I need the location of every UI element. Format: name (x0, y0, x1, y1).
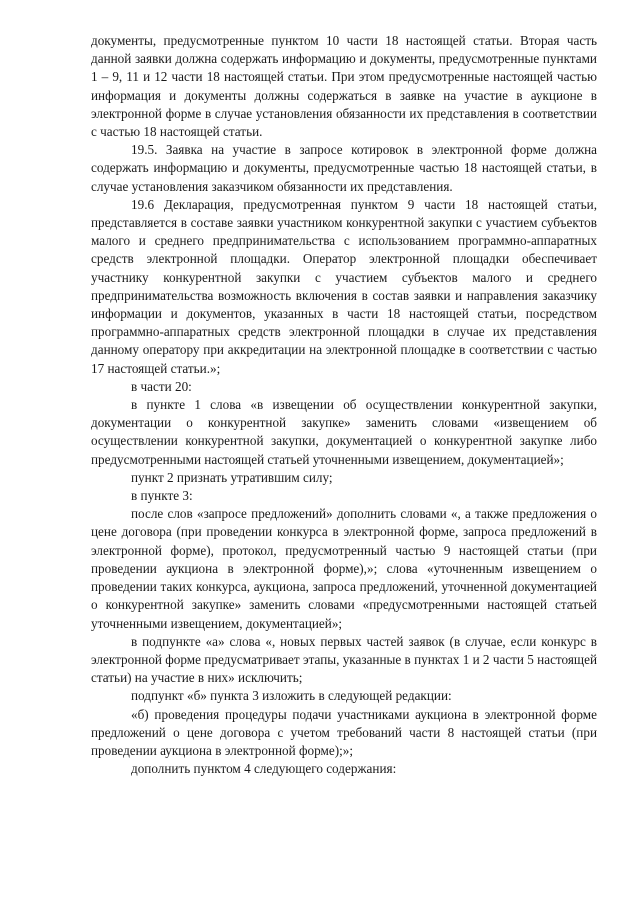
document-body (91, 32, 597, 778)
paragraph-item-2: пункт 2 признать утратившим силу; (131, 469, 333, 485)
paragraph-item-1: в пункте 1 слова «в извещении об осуществлении конкурентной закупки, документации о конкурентной закупке» заменить словами «извещением об осуществлении конкурентной закупки, документацией о конкурентной закупке либо предусмотренными настоящей статьей уточненными извещением, документацией»; (91, 397, 597, 467)
paragraph-subitem-b-intro: подпункт «б» пункта 3 изложить в следующей редакции: (131, 688, 452, 704)
paragraph-19-6: 19.6 Декларация, предусмотренная пунктом 9 части 18 настоящей статьи, представляется в составе заявки участником конкурентной закупки с участием субъектов малого и среднего предпринимательства с использованием программно-аппаратных средств электронной площадки. Оператор электронной площадки обеспечивает участнику конкурентной закупки с участием субъектов малого и среднего предпринимательства возможность включения в состав заявки и направления заказчику информации и документов, указанных в части 18 настоящей статьи, посредством программно-аппаратных средств электронной площадки в случае их представления данному оператору при аккредитации на электронной площадке в соответствии с частью 17 настоящей статьи.»; (91, 196, 597, 376)
paragraph-subitem-b-text: «б) проведения процедуры подачи участниками аукциона в электронной форме предложений о цене договора с учетом требований части 8 настоящей статьи (при проведении аукциона в электронной форме);»; (91, 706, 597, 758)
paragraph-continuation: документы, предусмотренные пунктом 10 части 18 настоящей статьи. Вторая часть данной заявки должна содержать информацию и документы, предусмотренные пунктами 1 – 9, 11 и 12 части 18 настоящей статьи. При этом предусмотренные настоящей частью информация и документы должны содержаться в заявке на участие в аукционе в электронной форме в случае установления обязанности их представления в соответствии с частью 18 настоящей статьи. (91, 33, 597, 140)
paragraph-item-3: в пункте 3: (131, 488, 193, 504)
paragraph-part-20: в части 20: (131, 378, 192, 394)
paragraph-after-words: после слов «запросе предложений» дополнить словами «, а также предложения о цене договора (при проведении конкурса в электронной форме, запроса предложений в электронной форме), протокол, предусмотренный частью 9 настоящей статьи (при проведении аукциона в электронной форме),»; слова «уточненным извещением о проведении таких конкурса, аукциона, запроса предложений, уточненной документацией о конкурентной закупке» заменить словами «предусмотренными настоящей статьей уточненными извещением, документацией»; (91, 506, 597, 631)
paragraph-subitem-a: в подпункте «а» слова «, новых первых частей заявок (в случае, если конкурс в электронной форме предусматривает этапы, указанные в пунктах 1 и 2 части 5 настоящей статьи) на участие в них» исключить; (91, 633, 597, 686)
paragraph-add-item-4: дополнить пунктом 4 следующего содержания: (131, 761, 397, 777)
paragraph-19-5: 19.5. Заявка на участие в запросе котировок в электронной форме должна содержать информацию и документы, предусмотренные частью 18 настоящей статьи, в случае установления заказчиком обязанности их представления. (91, 142, 597, 194)
